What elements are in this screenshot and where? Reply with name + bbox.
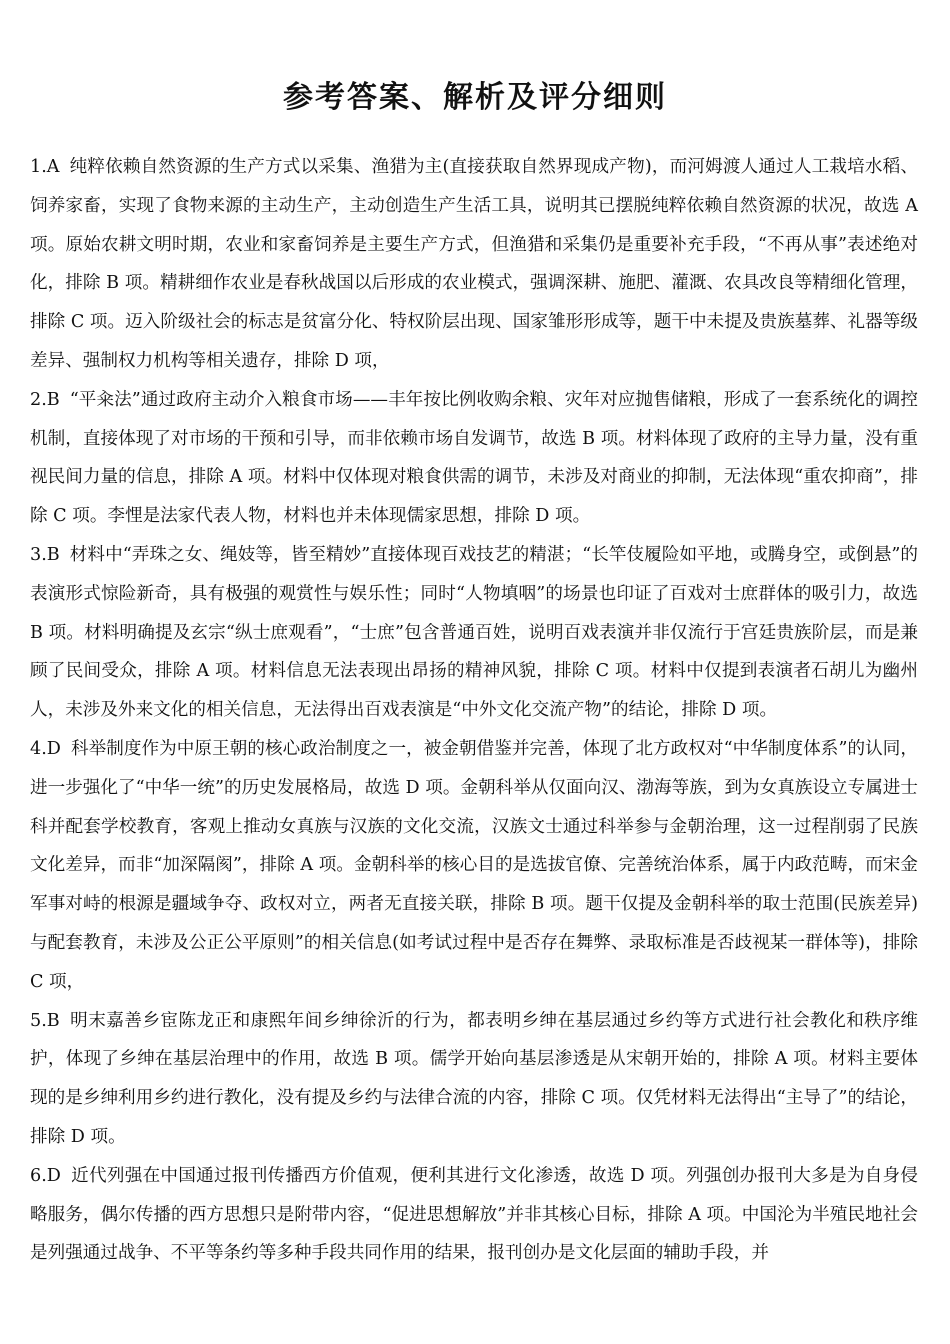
answer-number: 1.A (30, 157, 60, 177)
answer-text: 近代列强在中国通过报刊传播西方价值观，便利其进行文化渗透，故选 D 项。列强创办报刊大多是为自身侵略服务，偶尔传播的西方思想只是附带内容，“促进思想解放”并非其核心目标，排除 A 项。中国沦为半殖民地社会是列强通过战争、不平等条约等多种手段共同作用的结果，报刊创办是文化层面的辅助手段，并 (30, 1165, 918, 1264)
answer-list (30, 148, 918, 1273)
answer-text: 科举制度作为中原王朝的核心政治制度之一，被金朝借鉴并完善，体现了北方政权对“中华制度体系”的认同，进一步强化了“中华一统”的历史发展格局，故选 D 项。金朝科举从仅面向汉、渤海等族，到为女真族设立专属进士科并配套学校教育，客观上推动女真族与汉族的文化交流，汉族文士通过科举参与金朝治理，这一过程削弱了民族文化差异，而非“加深隔阂”，排除 A 项。金朝科举的核心目的是选拔官僚、完善统治体系，属于内政范畴，而宋金军事对峙的根源是疆域争夺、政权对立，两者无直接关联，排除 B 项。题干仅提及金朝科举的取士范围(民族差异)与配套教育，未涉及公正公平原则”的相关信息(如考试过程中是否存在舞弊、录取标准是否歧视某一群体等)，排除 C 项， (30, 738, 918, 992)
answer-text: 材料中“弄珠之女、绳妓等，皆至精妙”直接体现百戏技艺的精湛；“长竿伎履险如平地，或腾身空，或倒悬”的表演形式惊险新奇，具有极强的观赏性与娱乐性；同时“人物填咽”的场景也印证了百戏对士庶群体的吸引力，故选 B 项。材料明确提及玄宗“纵士庶观看”，“士庶”包含普通百姓，说明百戏表演并非仅流行于宫廷贵族阶层，而是兼顾了民间受众，排除 A 项。材料信息无法表现出昂扬的精神风貌，排除 C 项。材料中仅提到表演者石胡儿为幽州人，未涉及外来文化的相关信息，无法得出百戏表演是“中外文化交流产物”的结论，排除 D 项。 (30, 544, 918, 721)
answer-item-2 (30, 381, 918, 536)
answer-item-6 (30, 1157, 918, 1273)
answer-number: 3.B (30, 544, 60, 565)
answer-number: 6.D (30, 1165, 61, 1186)
answer-number: 5.B (30, 1010, 60, 1031)
answer-item-5 (30, 1002, 918, 1157)
answer-text: “平籴法”通过政府主动介入粮食市场——丰年按比例收购余粮、灾年对应抛售储粮，形成了一套系统化的调控机制，直接体现了对市场的干预和引导，而非依赖市场自发调节，故选 B 项。材料体现了政府的主导力量，没有重视民间力量的信息，排除 A 项。材料中仅体现对粮食供需的调节，未涉及对商业的抑制，无法体现“重农抑商”，排除 C 项。李悝是法家代表人物，材料也并未体现儒家思想，排除 D 项。 (30, 389, 918, 527)
page-title: 参考答案、解析及评分细则 (283, 80, 667, 115)
answer-item-1 (30, 148, 918, 381)
answer-number: 2.B (30, 389, 60, 410)
answer-number: 4.D (30, 738, 61, 759)
answer-text: 纯粹依赖自然资源的生产方式以采集、渔猎为主(直接获取自然界现成产物)，而河姆渡人通过人工栽培水稻、饲养家畜，实现了食物来源的主动生产，主动创造生产生活工具，说明其已摆脱纯粹依赖自然资源的状况，故选 A 项。原始农耕文明时期，农业和家畜饲养是主要生产方式，但渔猎和采集仍是重要补充手段，“不再从事”表述绝对化，排除 B 项。精耕细作农业是春秋战国以后形成的农业模式，强调深耕、施肥、灌溉、农具改良等精细化管理，排除 C 项。迈入阶级社会的标志是贫富分化、特权阶层出现、国家雏形形成等，题干中未提及贵族墓葬、礼器等级差异、强制权力机构等相关遗存，排除 D 项， (30, 157, 918, 371)
answer-item-3 (30, 536, 918, 730)
answer-text: 明末嘉善乡宦陈龙正和康熙年间乡绅徐沂的行为，都表明乡绅在基层通过乡约等方式进行社会教化和秩序维护，体现了乡绅在基层治理中的作用，故选 B 项。儒学开始向基层渗透是从宋朝开始的，排除 A 项。材料主要体现的是乡绅利用乡约进行教化，没有提及乡约与法律合流的内容，排除 C 项。仅凭材料无法得出“主导了”的结论，排除 D 项。 (30, 1010, 918, 1147)
answer-item-4 (30, 730, 918, 1002)
